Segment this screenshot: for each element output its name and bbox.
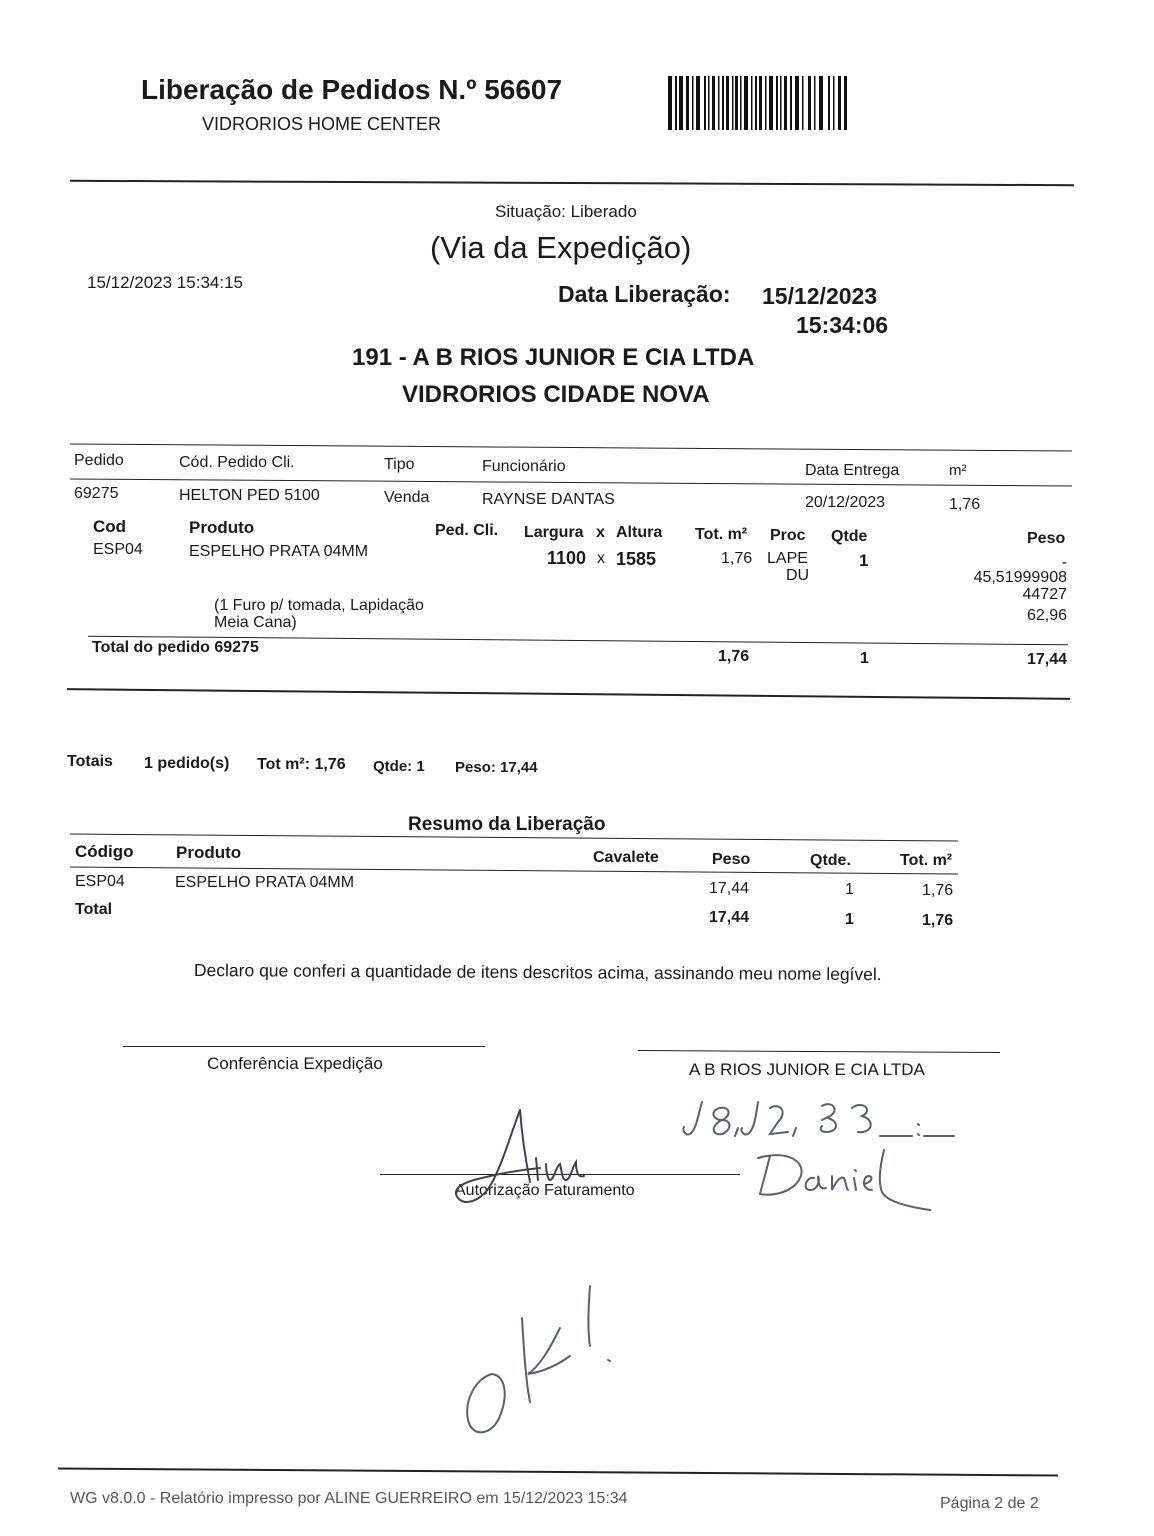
- item-x: x: [597, 550, 605, 567]
- document-title: Liberação de Pedidos N.º 56607: [141, 74, 563, 105]
- footer-page-number: Página 2 de 2: [940, 1495, 1039, 1512]
- barcode: [668, 76, 848, 130]
- item-peso-1: -: [1061, 554, 1067, 571]
- col-funcionario: Funcionário: [482, 458, 566, 475]
- data-liberacao-time: 15:34:06: [796, 312, 889, 338]
- order-pedido: 69275: [74, 485, 119, 502]
- order-cod-pedido-cli: HELTON PED 5100: [179, 487, 320, 504]
- summary-col-codigo: Código: [75, 842, 134, 861]
- col-data-entrega: Data Entrega: [805, 462, 900, 479]
- footer-rule: [58, 1468, 1058, 1477]
- signature-line-conferencia: [123, 1046, 485, 1047]
- printed-at: 15/12/2023 15:34:15: [87, 273, 243, 292]
- order-total-m2: 1,76: [718, 648, 750, 665]
- col-cod-pedido-cli: Cód. Pedido Cli.: [179, 454, 295, 471]
- summary-total-qtde: 1: [845, 911, 854, 928]
- item-proc-1: LAPE: [767, 550, 808, 567]
- summary-total-peso: 17,44: [709, 909, 750, 926]
- client-name: 191 - A B RIOS JUNIOR E CIA LTDA: [352, 344, 755, 371]
- order-tipo: Venda: [384, 489, 430, 506]
- order-total-peso: 17,44: [1026, 651, 1067, 668]
- order-data-entrega: 20/12/2023: [805, 494, 886, 511]
- summary-row-tot-m2: 1,76: [922, 882, 954, 899]
- item-largura: 1100: [547, 548, 587, 568]
- item-altura: 1585: [616, 549, 657, 569]
- footer-printed-by: WG v8.0.0 - Relatório impresso por ALINE GUERREIRO em 15/12/2023 15:34: [70, 1490, 628, 1507]
- item-col-tot-m2: Tot. m²: [695, 526, 748, 543]
- item-obs-2: Meia Cana): [214, 614, 297, 631]
- order-top-rule: [70, 444, 1072, 452]
- totals-m2: Tot m²: 1,76: [257, 756, 346, 773]
- via-expedicao: (Via da Expedição): [430, 230, 692, 265]
- summary-col-tot-m2: Tot. m²: [900, 852, 953, 869]
- handwritten-signature-aline: [450, 1106, 610, 1216]
- data-liberacao-date: 15/12/2023: [762, 283, 878, 309]
- totals-peso: Peso: 17,44: [455, 759, 538, 776]
- item-tot-m2: 1,76: [721, 550, 753, 567]
- item-col-ped-cli: Ped. Cli.: [435, 522, 499, 539]
- item-col-altura: Altura: [616, 524, 663, 541]
- item-cod: ESP04: [93, 541, 143, 558]
- order-m2: 1,76: [949, 496, 981, 513]
- item-col-produto: Produto: [189, 518, 255, 537]
- order-total-label: Total do pedido 69275: [92, 639, 259, 656]
- item-produto: ESPELHO PRATA 04MM: [189, 543, 369, 560]
- summary-col-cavalete: Cavalete: [593, 849, 659, 866]
- handwritten-date: [680, 1094, 960, 1154]
- situacao: Situação: Liberado: [495, 202, 637, 221]
- item-col-x: x: [596, 524, 605, 541]
- summary-col-qtde: Qtde.: [810, 852, 851, 869]
- totals-label: Totais: [67, 753, 113, 770]
- summary-row-peso: 17,44: [709, 880, 750, 897]
- item-col-cod: Cod: [93, 517, 127, 536]
- col-tipo: Tipo: [384, 456, 415, 473]
- item-peso-3: 44727: [1022, 586, 1067, 603]
- declaration-text: Declaro que conferi a quantidade de itens descritos acima, assinando meu nome legível.: [193, 960, 882, 985]
- label-conferencia: Conferência Expedição: [207, 1054, 383, 1073]
- item-col-proc: Proc: [770, 527, 806, 544]
- label-autorizacao: Autorização Faturamento: [455, 1182, 635, 1199]
- col-m2: m²: [949, 462, 967, 479]
- totals-qtde: Qtde: 1: [373, 758, 425, 775]
- item-peso-2: 45,51999908: [973, 569, 1067, 586]
- signature-line-company: [638, 1050, 1000, 1053]
- client-store: VIDRORIOS CIDADE NOVA: [402, 381, 710, 408]
- item-qtde: 1: [859, 551, 869, 570]
- handwritten-ok: [452, 1282, 622, 1442]
- item-obs-1: (1 Furo p/ tomada, Lapidação: [214, 597, 424, 614]
- summary-col-produto: Produto: [176, 843, 242, 862]
- item-col-largura: Largura: [524, 524, 584, 541]
- handwritten-signature-daniel: [752, 1146, 942, 1226]
- summary-title: Resumo da Liberação: [408, 814, 606, 835]
- totals-pedidos: 1 pedido(s): [144, 755, 230, 772]
- summary-total-label: Total: [75, 901, 113, 918]
- item-col-qtde: Qtde: [831, 528, 868, 545]
- summary-col-peso: Peso: [712, 851, 751, 868]
- summary-row-codigo: ESP04: [75, 873, 125, 890]
- col-pedido: Pedido: [74, 452, 124, 469]
- order-header-rule: [70, 479, 1072, 487]
- summary-total-tot-m2: 1,76: [922, 912, 954, 929]
- summary-row-produto: ESPELHO PRATA 04MM: [175, 874, 355, 891]
- item-col-peso: Peso: [1027, 530, 1066, 547]
- header-divider: [70, 180, 1074, 186]
- data-liberacao-label: Data Liberação:: [558, 281, 731, 307]
- order-bottom-rule: [67, 688, 1070, 700]
- item-proc-2: DU: [786, 567, 810, 584]
- summary-row-qtde: 1: [845, 881, 854, 898]
- order-funcionario: RAYNSE DANTAS: [482, 491, 615, 508]
- order-total-qtde: 1: [860, 650, 869, 667]
- label-company: A B RIOS JUNIOR E CIA LTDA: [689, 1060, 925, 1079]
- company-name: VIDRORIOS HOME CENTER: [202, 114, 442, 134]
- item-peso-4: 62,96: [1026, 607, 1067, 624]
